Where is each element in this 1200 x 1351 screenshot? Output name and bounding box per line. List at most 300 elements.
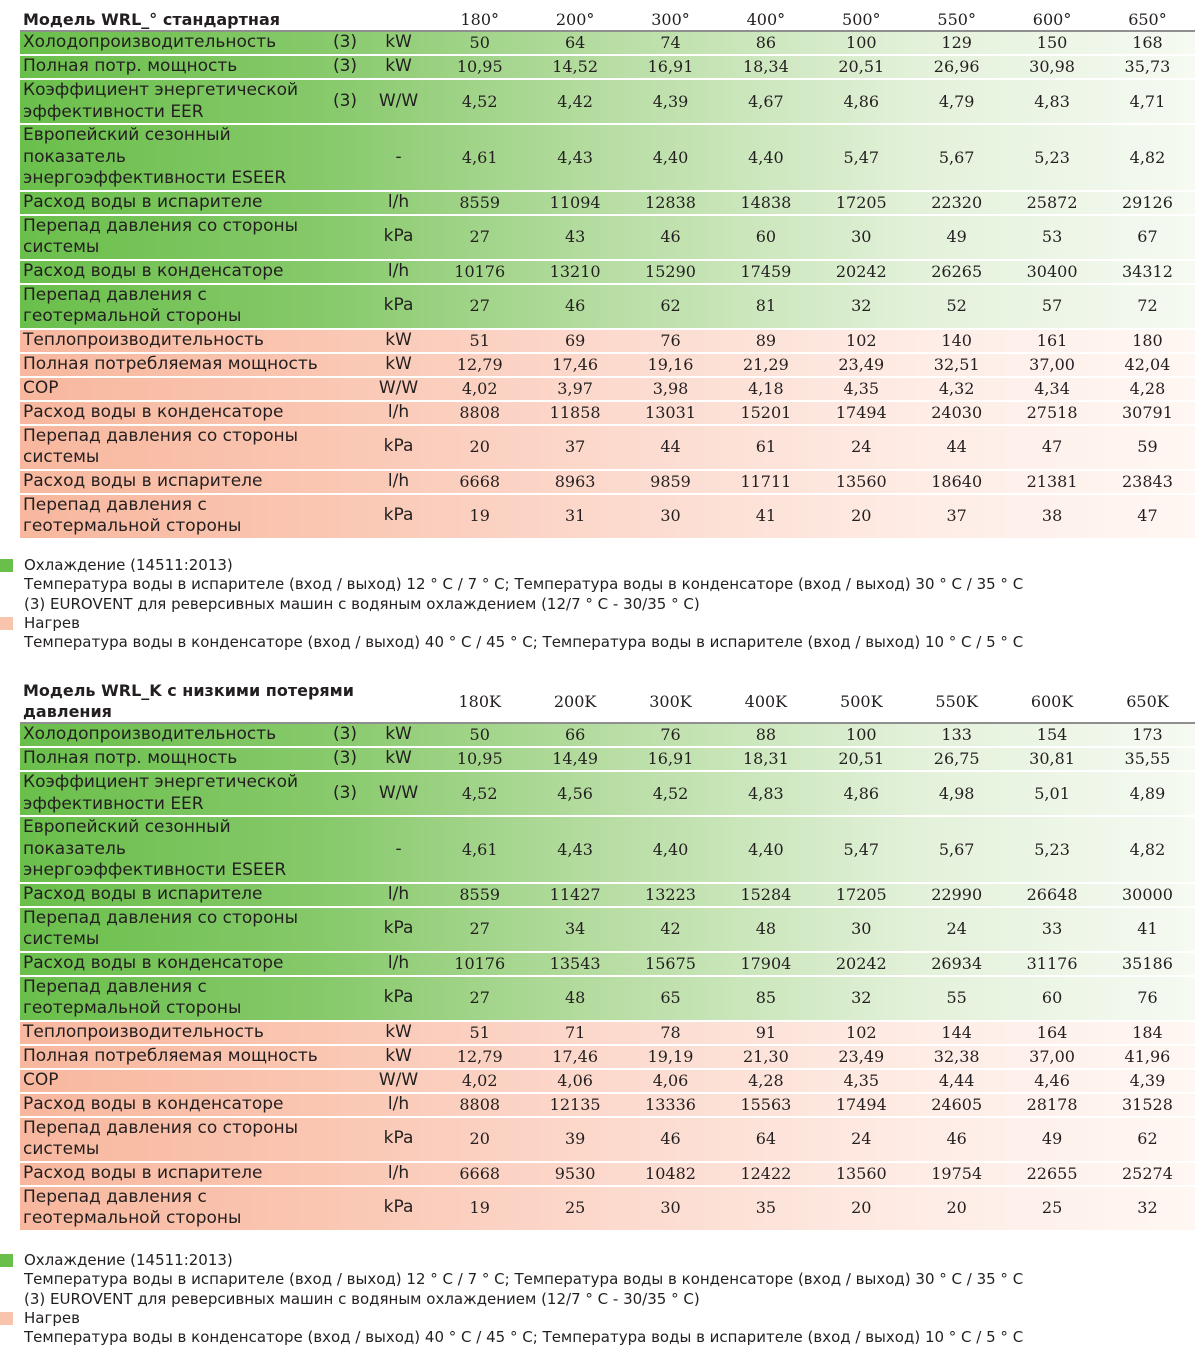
row-unit: W/W <box>378 377 419 398</box>
row-value: 6668 <box>459 1163 501 1183</box>
row-value: 51 <box>469 1022 490 1042</box>
row-label: Перепад давления с геотермальной стороны <box>23 494 242 536</box>
row-value: 57 <box>1041 296 1063 316</box>
row-value: 168 <box>1132 33 1163 53</box>
row-value: 50 <box>469 33 490 53</box>
row-value: 53 <box>1041 227 1063 247</box>
legend-cooling-line <box>0 556 1200 575</box>
row-value: 16,91 <box>647 749 694 769</box>
row-note: (3) <box>332 56 358 77</box>
row-note <box>325 377 365 401</box>
row-value: 11858 <box>549 402 601 422</box>
row-value: 15675 <box>645 953 696 973</box>
row-unit: kPa <box>383 295 414 316</box>
row-value: 35,55 <box>1124 749 1171 769</box>
row-value: 4,06 <box>557 1070 593 1090</box>
table-title: Модель WRL_K с низкими потерями давления <box>23 681 354 721</box>
row-value: 32 <box>851 296 872 316</box>
row-value: 39 <box>564 1129 586 1149</box>
row-value: 4,82 <box>1129 839 1166 859</box>
row-value: 46 <box>660 227 681 247</box>
row-value: 20 <box>851 1198 872 1218</box>
legend-cooling-line <box>0 1251 1200 1270</box>
row-value: 8559 <box>459 884 501 904</box>
table-row <box>20 952 1195 976</box>
row-label: Теплопроизводительность <box>23 329 264 350</box>
row-value: 32,38 <box>933 1046 980 1066</box>
row-value: 17205 <box>835 884 887 904</box>
row-value: 30000 <box>1122 884 1173 904</box>
model-header: 300° <box>651 9 690 29</box>
row-value: 4,39 <box>1129 1070 1166 1090</box>
row-unit: kW <box>385 353 412 374</box>
row-note <box>325 1093 365 1117</box>
row-value: 25274 <box>1122 1163 1173 1183</box>
row-value: 5,01 <box>1034 783 1070 803</box>
table-row <box>20 723 1195 747</box>
row-note <box>325 1069 365 1093</box>
row-value: 30,98 <box>1029 57 1075 77</box>
row-value: 12422 <box>740 1163 792 1183</box>
row-value: 23843 <box>1122 471 1173 491</box>
row-value: 37,00 <box>1029 354 1075 374</box>
row-note <box>325 260 365 284</box>
row-label: COP <box>23 377 59 398</box>
row-value: 4,02 <box>461 1070 498 1090</box>
row-value: 4,40 <box>652 839 689 859</box>
row-label: Расход воды в конденсаторе <box>23 401 284 422</box>
row-value: 14,52 <box>552 57 599 77</box>
row-value: 150 <box>1036 33 1068 53</box>
row-unit: kW <box>385 32 412 53</box>
row-value: 17,46 <box>552 354 599 374</box>
row-note <box>325 1162 365 1186</box>
row-value: 71 <box>564 1022 586 1042</box>
row-value: 11094 <box>549 192 601 212</box>
row-value: 161 <box>1036 330 1068 350</box>
row-value: 4,06 <box>652 1070 689 1090</box>
row-value: 17,46 <box>552 1046 599 1066</box>
row-unit: kPa <box>383 505 414 526</box>
row-value: 30791 <box>1122 402 1173 422</box>
table-row <box>20 470 1195 494</box>
row-value: 27 <box>469 988 490 1008</box>
row-value: 180 <box>1132 330 1163 350</box>
row-value: 78 <box>660 1022 681 1042</box>
row-value: 66 <box>564 725 586 745</box>
row-note <box>325 215 365 260</box>
row-unit: l/h <box>387 1093 410 1114</box>
row-value: 25 <box>564 1198 586 1218</box>
table-row <box>20 1093 1195 1117</box>
row-unit: l/h <box>387 1162 410 1183</box>
model-header: 180° <box>460 9 499 29</box>
row-note <box>325 1117 365 1162</box>
legend-eurovent-note: (3) EUROVENT для реверсивных машин с водяным охлаждением (12/7 ° С - 30/35 ° С) <box>24 594 700 613</box>
row-value: 76 <box>660 330 681 350</box>
row-value: 4,34 <box>1034 378 1070 398</box>
row-label: Расход воды в испарителе <box>23 1162 263 1183</box>
row-label: Полная потребляемая мощность <box>23 1045 318 1066</box>
legend-heating-label: Нагрев <box>24 613 80 632</box>
row-value: 41,96 <box>1124 1046 1171 1066</box>
row-unit: l/h <box>387 470 410 491</box>
row-label: Перепад давления с геотермальной стороны <box>23 284 242 326</box>
row-value: 4,52 <box>461 91 498 111</box>
row-value: 4,83 <box>1034 91 1070 111</box>
row-value: 65 <box>660 988 681 1008</box>
row-value: 10482 <box>645 1163 696 1183</box>
table-row <box>20 284 1195 329</box>
row-value: 30 <box>851 227 872 247</box>
row-label: Перепад давления со стороны системы <box>23 425 299 467</box>
row-value: 4,83 <box>748 783 784 803</box>
table-row <box>20 425 1195 470</box>
model-header: 600° <box>1032 9 1072 29</box>
row-value: 76 <box>660 725 681 745</box>
row-unit: l/h <box>387 883 410 904</box>
row-value: 4,44 <box>938 1070 975 1090</box>
row-value: 4,28 <box>748 1070 784 1090</box>
row-value: 12,79 <box>456 354 503 374</box>
row-value: 37 <box>946 506 967 526</box>
row-value: 46 <box>946 1129 967 1149</box>
row-value: 59 <box>1137 437 1158 457</box>
row-value: 100 <box>846 725 877 745</box>
spec-table-low-loss <box>20 680 1195 1232</box>
row-value: 13560 <box>835 471 887 491</box>
row-value: 42 <box>660 919 681 939</box>
row-value: 3,97 <box>557 378 593 398</box>
row-note <box>325 1186 365 1231</box>
row-value: 173 <box>1132 725 1163 745</box>
row-value: 4,89 <box>1129 783 1166 803</box>
row-label: Полная потр. мощность <box>23 56 238 77</box>
row-value: 64 <box>564 33 586 53</box>
row-value: 15563 <box>740 1094 792 1114</box>
table-title: Модель WRL_° стандартная <box>23 9 281 29</box>
row-note <box>325 284 365 329</box>
row-value: 46 <box>564 296 586 316</box>
row-unit: W/W <box>378 1069 419 1090</box>
row-value: 89 <box>755 330 777 350</box>
row-value: 26934 <box>931 953 983 973</box>
row-value: 30400 <box>1026 261 1078 281</box>
row-value: 37,00 <box>1029 1046 1075 1066</box>
row-value: 10176 <box>454 261 506 281</box>
row-note: (3) <box>332 32 358 53</box>
row-value: 35 <box>755 1198 777 1218</box>
row-value: 41 <box>1137 919 1158 939</box>
row-value: 144 <box>941 1022 972 1042</box>
row-value: 30 <box>851 919 872 939</box>
row-value: 62 <box>1137 1129 1158 1149</box>
row-value: 24 <box>851 1129 872 1149</box>
table-body <box>20 723 1195 1231</box>
row-label: Расход воды в испарителе <box>23 191 263 212</box>
row-label: Расход воды в испарителе <box>23 470 263 491</box>
row-value: 5,67 <box>938 839 975 859</box>
row-value: 13223 <box>645 884 696 904</box>
table-row <box>20 31 1195 55</box>
table-row <box>20 771 1195 816</box>
row-value: 14,49 <box>552 749 599 769</box>
row-value: 48 <box>564 988 586 1008</box>
row-value: 4,82 <box>1129 147 1166 167</box>
row-value: 8808 <box>459 402 501 422</box>
row-value: 4,52 <box>652 783 689 803</box>
legend-heating-label: Нагрев <box>24 1308 80 1327</box>
row-value: 4,43 <box>557 147 593 167</box>
table-row <box>20 1186 1195 1231</box>
row-value: 4,40 <box>652 147 689 167</box>
row-value: 25 <box>1041 1198 1063 1218</box>
row-value: 31 <box>564 506 586 526</box>
legend-heating-conditions: Температура воды в конденсаторе (вход / выход) 40 ° С / 45 ° С; Температура воды в испарителе (вход / выход) 10 ° С / 5 ° С <box>24 633 1024 652</box>
row-value: 4,79 <box>938 91 975 111</box>
row-label: Холодопроизводительность <box>23 724 277 745</box>
row-value: 28178 <box>1026 1094 1078 1114</box>
table-row <box>20 79 1195 124</box>
row-value: 10,95 <box>456 749 503 769</box>
row-value: 24 <box>946 919 967 939</box>
row-label: Теплопроизводительность <box>23 1021 264 1042</box>
table-header-row <box>20 680 1195 723</box>
row-value: 51 <box>469 330 490 350</box>
row-value: 52 <box>946 296 967 316</box>
row-note <box>325 976 365 1021</box>
legend-low-loss <box>0 1251 1200 1347</box>
table-row <box>20 191 1195 215</box>
row-value: 42,04 <box>1124 354 1171 374</box>
row-value: 17459 <box>740 261 792 281</box>
model-header: 600K <box>1030 691 1074 711</box>
row-value: 18,34 <box>742 57 789 77</box>
row-value: 19754 <box>931 1163 983 1183</box>
table-row <box>20 494 1195 539</box>
row-value: 34 <box>564 919 586 939</box>
row-unit: l/h <box>387 260 410 281</box>
table-row <box>20 329 1195 353</box>
table-header-row <box>20 8 1195 31</box>
row-value: 86 <box>755 33 777 53</box>
model-header: 500° <box>842 9 881 29</box>
row-value: 29126 <box>1122 192 1173 212</box>
row-value: 30 <box>660 506 681 526</box>
table-row <box>20 976 1195 1021</box>
row-value: 4,61 <box>461 147 498 167</box>
row-note <box>325 907 365 952</box>
row-value: 49 <box>946 227 967 247</box>
heating-swatch <box>0 617 13 630</box>
row-value: 19 <box>469 1198 490 1218</box>
row-value: 32 <box>1137 1198 1158 1218</box>
row-value: 64 <box>755 1129 777 1149</box>
row-value: 85 <box>755 988 777 1008</box>
row-value: 22320 <box>931 192 983 212</box>
row-value: 10176 <box>454 953 506 973</box>
row-value: 4,43 <box>557 839 593 859</box>
row-value: 21,29 <box>742 354 789 374</box>
row-value: 21381 <box>1026 471 1078 491</box>
legend-heating-line <box>0 614 1200 633</box>
model-header: 200° <box>555 9 595 29</box>
row-value: 38 <box>1041 506 1063 526</box>
row-unit: kPa <box>383 1197 414 1218</box>
table-row <box>20 1162 1195 1186</box>
row-unit: W/W <box>378 90 419 111</box>
row-value: 140 <box>941 330 972 350</box>
row-value: 17494 <box>835 402 887 422</box>
row-value: 34312 <box>1122 261 1173 281</box>
row-value: 81 <box>755 296 777 316</box>
row-label: Перепад давления со стороны системы <box>23 907 299 949</box>
table-row <box>20 401 1195 425</box>
row-value: 60 <box>755 227 777 247</box>
row-value: 184 <box>1132 1022 1163 1042</box>
row-value: 24605 <box>931 1094 983 1114</box>
row-note: (3) <box>332 782 358 803</box>
row-value: 4,61 <box>461 839 498 859</box>
row-value: 19,19 <box>647 1046 694 1066</box>
row-unit: kPa <box>383 987 414 1008</box>
row-value: 20 <box>469 437 490 457</box>
model-header: 550° <box>937 9 976 29</box>
row-label: Перепад давления с геотермальной стороны <box>23 1186 242 1228</box>
row-value: 30 <box>660 1198 681 1218</box>
row-value: 154 <box>1036 725 1068 745</box>
row-label: Европейский сезонный показатель энергоэффективности ESEER <box>23 817 287 880</box>
row-value: 8963 <box>554 471 596 491</box>
row-unit: kPa <box>383 436 414 457</box>
row-value: 91 <box>755 1022 777 1042</box>
row-note <box>325 470 365 494</box>
row-unit: kW <box>385 1021 412 1042</box>
row-value: 31528 <box>1122 1094 1173 1114</box>
cooling-swatch <box>0 1254 13 1267</box>
row-label: Полная потр. мощность <box>23 748 238 769</box>
row-value: 41 <box>755 506 777 526</box>
row-value: 129 <box>941 33 972 53</box>
row-value: 19 <box>469 506 490 526</box>
row-value: 22655 <box>1026 1163 1078 1183</box>
row-value: 4,86 <box>843 91 880 111</box>
row-value: 26648 <box>1026 884 1078 904</box>
spec-table-standard-block <box>20 8 1195 540</box>
row-unit: - <box>395 146 402 167</box>
row-value: 50 <box>469 725 490 745</box>
row-value: 60 <box>1041 988 1063 1008</box>
model-header: 500K <box>840 691 883 711</box>
row-label: COP <box>23 1069 59 1090</box>
row-value: 27 <box>469 296 490 316</box>
row-value: 27518 <box>1026 402 1078 422</box>
spec-table-standard <box>20 8 1195 540</box>
row-label: Перепад давления со стороны системы <box>23 215 299 257</box>
row-note <box>325 124 365 191</box>
row-value: 15290 <box>645 261 696 281</box>
row-value: 22990 <box>931 884 983 904</box>
row-value: 21,30 <box>742 1046 789 1066</box>
row-value: 20,51 <box>838 57 885 77</box>
row-value: 18,31 <box>742 749 789 769</box>
row-unit: W/W <box>378 782 419 803</box>
row-value: 5,47 <box>843 147 880 167</box>
row-unit: kPa <box>383 226 414 247</box>
row-note <box>325 329 365 353</box>
table-row <box>20 747 1195 771</box>
row-value: 4,39 <box>652 91 689 111</box>
row-note <box>325 952 365 976</box>
row-note: (3) <box>332 748 358 769</box>
row-note: (3) <box>332 90 358 111</box>
row-value: 67 <box>1137 227 1158 247</box>
row-value: 23,49 <box>838 354 885 374</box>
legend-cooling-label: Охлаждение (14511:2013) <box>24 556 233 574</box>
row-value: 13336 <box>645 1094 696 1114</box>
row-value: 14838 <box>740 192 792 212</box>
row-value: 25872 <box>1026 192 1078 212</box>
table-body <box>20 31 1195 539</box>
table-row <box>20 883 1195 907</box>
row-label: Коэффициент энергетической эффективности EER <box>23 772 299 814</box>
row-label: Расход воды в конденсаторе <box>23 260 284 281</box>
row-value: 16,91 <box>647 57 694 77</box>
row-value: 35186 <box>1122 953 1173 973</box>
heating-swatch <box>0 1312 13 1325</box>
row-unit: - <box>395 838 402 859</box>
row-value: 4,35 <box>843 1070 880 1090</box>
row-value: 3,98 <box>652 378 689 398</box>
model-header: 180K <box>458 691 501 711</box>
row-value: 164 <box>1036 1022 1068 1042</box>
legend-cooling-conditions: Температура воды в испарителе (вход / выход) 12 ° С / 7 ° С; Температура воды в конденсаторе (вход / выход) 30 ° С / 35 ° С <box>24 575 1024 594</box>
row-value: 11711 <box>740 471 792 491</box>
row-note <box>325 353 365 377</box>
row-value: 100 <box>846 33 877 53</box>
row-value: 30,81 <box>1029 749 1075 769</box>
row-value: 43 <box>564 227 586 247</box>
row-value: 24030 <box>931 402 983 422</box>
spec-table-low-loss-block <box>20 680 1195 1232</box>
legend-heating-conditions: Температура воды в конденсаторе (вход / выход) 40 ° С / 45 ° С; Температура воды в испарителе (вход / выход) 10 ° С / 5 ° С <box>24 1328 1024 1347</box>
row-value: 88 <box>755 725 777 745</box>
row-unit: l/h <box>387 401 410 422</box>
row-value: 61 <box>755 437 777 457</box>
row-value: 102 <box>846 330 877 350</box>
row-value: 12838 <box>645 192 696 212</box>
row-unit: l/h <box>387 952 410 973</box>
row-value: 44 <box>660 437 681 457</box>
row-value: 47 <box>1137 506 1158 526</box>
row-value: 23,49 <box>838 1046 885 1066</box>
row-value: 4,42 <box>557 91 593 111</box>
row-value: 35,73 <box>1124 57 1171 77</box>
row-value: 4,35 <box>843 378 880 398</box>
row-value: 44 <box>946 437 967 457</box>
row-note <box>325 191 365 215</box>
row-value: 4,40 <box>748 147 784 167</box>
row-unit: kPa <box>383 918 414 939</box>
row-value: 76 <box>1137 988 1158 1008</box>
table-row <box>20 260 1195 284</box>
row-value: 10,95 <box>456 57 503 77</box>
row-value: 15201 <box>740 402 792 422</box>
row-value: 20242 <box>835 953 887 973</box>
row-value: 6668 <box>459 471 501 491</box>
row-value: 32 <box>851 988 872 1008</box>
row-value: 4,28 <box>1129 378 1166 398</box>
